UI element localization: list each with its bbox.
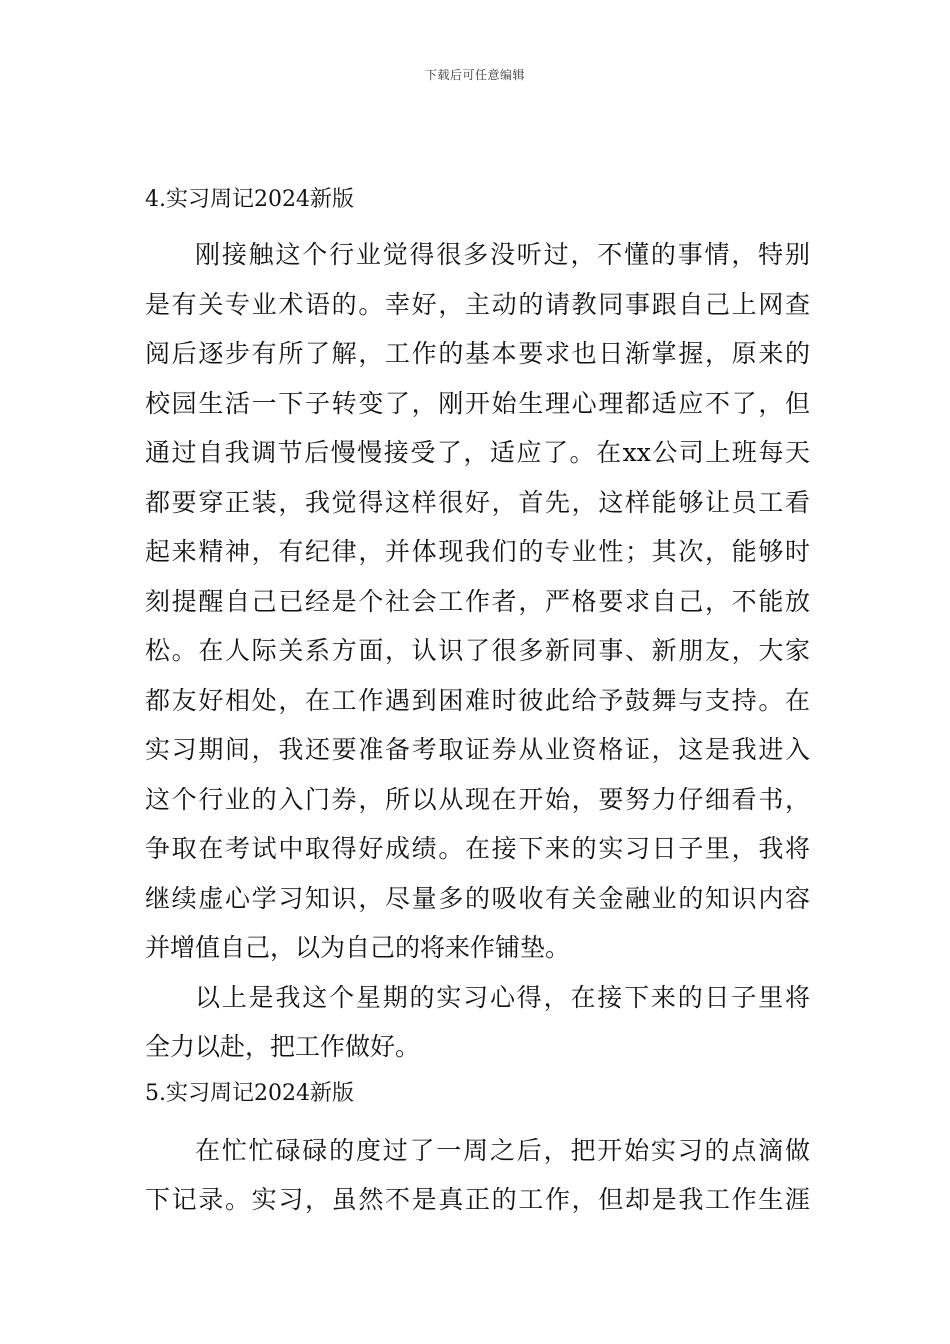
text-line: 刚接触这个行业觉得很多没听过，不懂的事情，特别 (195, 240, 810, 269)
text-line: 都友好相处，在工作遇到困难时彼此给予鼓舞与支持。在 (145, 685, 810, 715)
text-line: 下记录。实习，虽然不是真正的工作，但却是我工作生涯 (145, 1185, 810, 1214)
text-line: 实习期间，我还要准备考取证券从业资格证，这是我进入 (145, 735, 810, 764)
paragraph (145, 1126, 810, 1225)
text-line: 全力以赴，把工作做好。 (145, 1032, 421, 1061)
paragraph (145, 973, 810, 1072)
text-line: 继续虚心学习知识，尽量多的吸收有关金融业的知识内容 (145, 883, 810, 913)
text-line: 校园生活一下子转变了，刚开始生理心理都适应不了，但 (145, 388, 810, 418)
text-line: 是有关专业术语的。幸好，主动的请教同事跟自己上网查 (145, 289, 810, 319)
document-body (145, 178, 810, 1225)
text-line: 都要穿正装，我觉得这样很好，首先，这样能够让员工看 (145, 487, 810, 517)
text-line: 在忙忙碌碌的度过了一周之后，把开始实习的点滴做 (195, 1135, 810, 1165)
section-heading: 5.实习周记2024新版 (145, 1080, 354, 1106)
text-line: 起来精神，有纪律，并体现我们的专业性；其次，能够时 (145, 537, 810, 566)
text-line: 争取在考试中取得好成绩。在接下来的实习日子里，我将 (145, 834, 810, 863)
text-line: 松。在人际关系方面，认识了很多新同事、新朋友，大家 (145, 636, 810, 665)
header-note: 下载后可任意编辑 (424, 68, 525, 82)
text-line: 这个行业的入门券，所以从现在开始，要努力仔细看书， (145, 784, 810, 814)
text-line: 通过自我调节后慢慢接受了，适应了。在xx公司上班每天 (145, 438, 810, 467)
paragraph (145, 230, 810, 973)
section-heading: 4.实习周记2024新版 (145, 187, 354, 212)
text-line: 并增值自己，以为自己的将来作铺垫。 (145, 933, 571, 962)
text-line: 刻提醒自己已经是个社会工作者，严格要求自己，不能放 (145, 586, 810, 616)
text-line: 阅后逐步有所了解，工作的基本要求也日渐掌握，原来的 (145, 339, 810, 368)
text-line: 以上是我这个星期的实习心得，在接下来的日子里将 (195, 982, 810, 1012)
